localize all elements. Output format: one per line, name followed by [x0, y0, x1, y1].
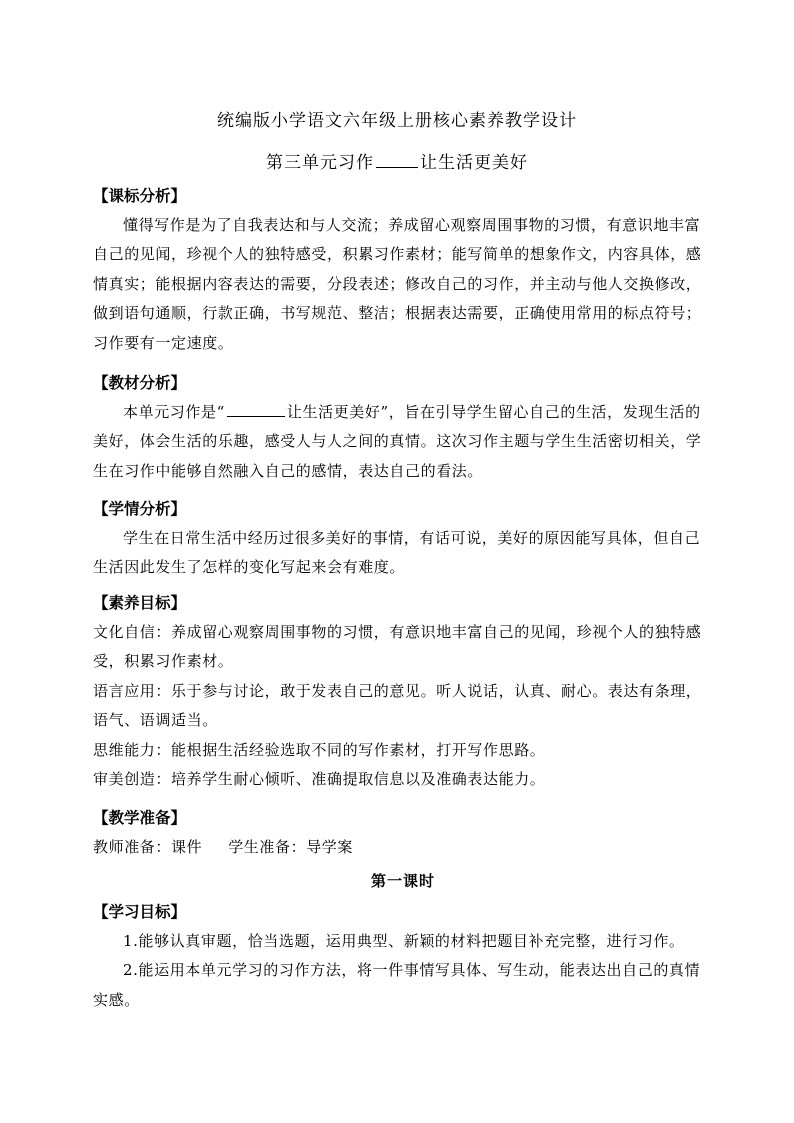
section-learners: [93, 494, 713, 583]
section-heading: 【课标分析】: [93, 186, 187, 205]
lesson-title: 第一课时: [370, 872, 435, 890]
section-textbook: [93, 368, 713, 486]
subtitle-prefix: 第三单元习作: [266, 153, 374, 173]
paragraph-suffix: 让生活更美好”，旨在引导学生留心自己的生活，发现生活的美好，体会生活的乐趣，感受人与人之间的真情。这次习作主题与学生生活密切相关，学生在习作中能够自然融入自己的感情，表达自己的看法。: [93, 402, 702, 480]
student-prep: 学生准备：导学案: [228, 837, 354, 856]
section-goals: [93, 588, 713, 795]
section-heading: 【教材分析】: [93, 373, 187, 392]
section-paragraph: 学生在日常生活中经历过很多美好的事情，有话可说，美好的原因能写具体，但自己生活因此发生了怎样的变化写起来会有难度。: [93, 528, 701, 576]
teacher-prep: 教师准备：课件: [93, 837, 203, 856]
paragraph-prefix: 本单元习作是“: [123, 402, 225, 421]
objective-item: 2.能运用本单元学习的习作方法，将一件事情写具体、写生动，能表达出自己的真情实感。: [93, 961, 701, 1009]
document-title: 统编版小学语文六年级上册核心素养教学设计: [217, 111, 577, 131]
goal-item: 审美创造：培养学生耐心倾听、准确提取信息以及准确表达能力。: [93, 770, 546, 788]
subtitle-blank: [376, 153, 418, 168]
section-prep: [93, 803, 713, 862]
section-curriculum: [93, 181, 713, 358]
section-heading: 【教学准备】: [93, 808, 187, 827]
fill-blank: [227, 402, 285, 417]
objective-item: 1.能够认真审题，恰当选题，运用典型、新颖的材料把题目补充完整，进行习作。: [123, 931, 685, 950]
document-subtitle: [0, 148, 794, 173]
section-paragraph: [93, 398, 713, 487]
prep-line: [93, 833, 713, 863]
subtitle-suffix: 让生活更美好: [420, 153, 528, 173]
goal-item: 文化自信：养成留心观察周围事物的习惯，有意识地丰富自己的见闻，珍视个人的独特感受，积累习作素材。: [93, 622, 702, 670]
section-heading: 【学情分析】: [93, 499, 187, 518]
section-heading: 【学习目标】: [93, 902, 187, 921]
section-paragraph: 懂得写作是为了自我表达和与人交流；养成留心观察周围事物的习惯，有意识地丰富自己的见闻，珍视个人的独特感受，积累习作素材；能写简单的想象作文，内容具体，感情真实；能根据内容表达的需要，分段表述；修改自己的习作，并主动与他人交换修改，做到语句通顺，行款正确，书写规范、整洁；根据表达需要，正确使用常用的标点符号；习作要有一定速度。: [93, 215, 702, 352]
goal-item: 思维能力：能根据生活经验选取不同的写作素材，打开写作思路。: [93, 740, 546, 759]
section-objectives: [93, 897, 713, 1015]
goal-item: 语言应用：乐于参与讨论，敢于发表自己的意见。听人说话，认真、耐心。表达有条理，语气、语调适当。: [93, 681, 702, 729]
section-heading: 【素养目标】: [93, 593, 187, 612]
